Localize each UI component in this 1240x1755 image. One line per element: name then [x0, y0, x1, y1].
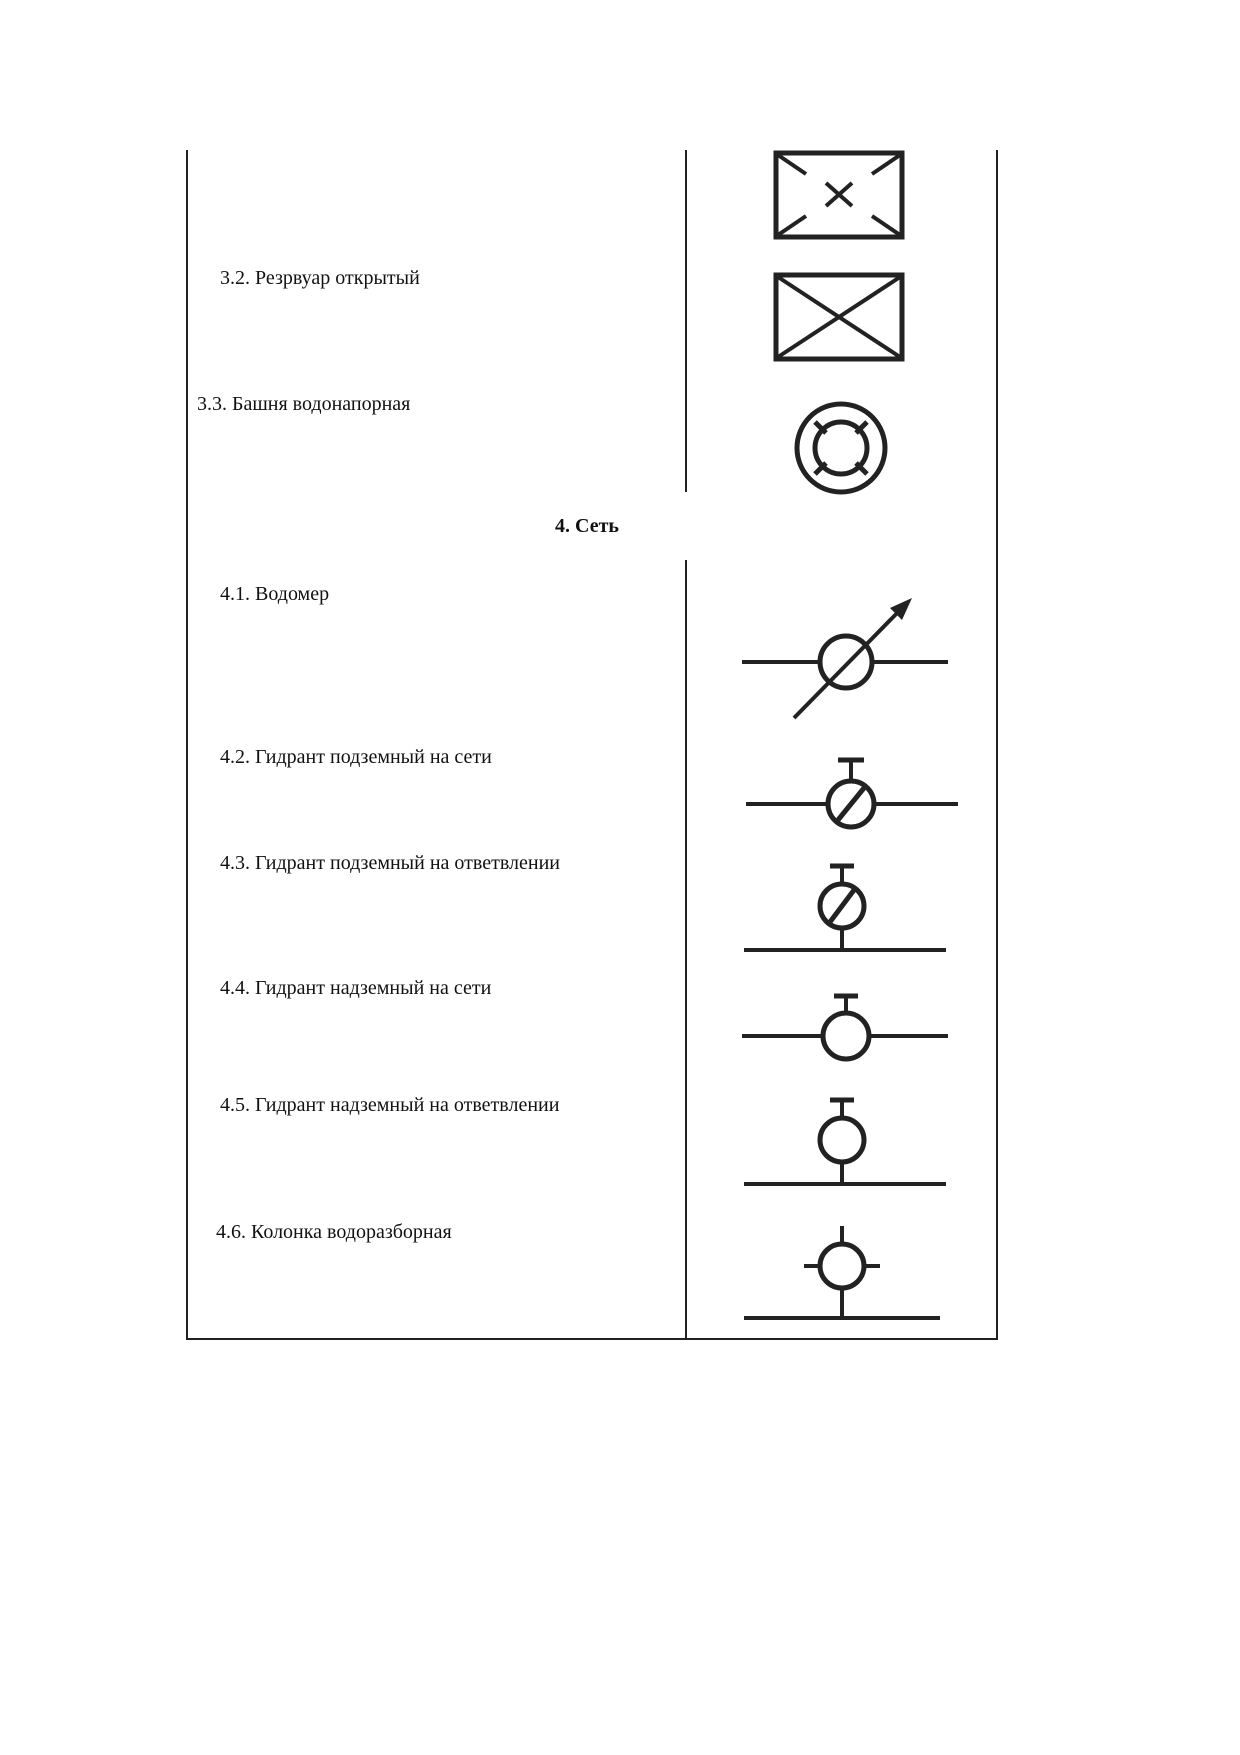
row-label-3-2: 3.2. Резрвуар открытый: [220, 267, 420, 289]
table-right-border: [996, 150, 998, 1340]
underground-hydrant-on-network-icon: [744, 752, 960, 832]
row-label-4-1: 4.1. Водомер: [220, 583, 330, 605]
table-column-divider-bottom: [685, 560, 687, 1340]
water-meter-icon: [740, 590, 950, 720]
water-tower-icon: [793, 400, 889, 496]
overground-hydrant-on-network-icon: [740, 990, 950, 1070]
overground-hydrant-on-branch-icon: [740, 1092, 950, 1188]
table-bottom-border: [186, 1338, 998, 1340]
open-reservoir-icon: [770, 270, 910, 366]
row-label-4-4: 4.4. Гидрант надземный на сети: [220, 977, 492, 999]
row-label-3-3: 3.3. Башня водонапорная: [197, 393, 411, 415]
table-column-divider-top: [685, 150, 687, 492]
underground-hydrant-on-branch-icon: [740, 858, 950, 954]
row-label-4-6: 4.6. Колонка водоразборная: [216, 1221, 452, 1243]
table-left-border: [186, 150, 188, 1340]
row-label-4-2: 4.2. Гидрант подземный на сети: [220, 746, 492, 768]
row-label-4-5: 4.5. Гидрант надземный на ответвлении: [220, 1094, 560, 1116]
row-label-4-3: 4.3. Гидрант подземный на ответвлении: [220, 852, 560, 874]
closed-reservoir-icon: [770, 148, 910, 244]
water-standpipe-icon: [740, 1216, 950, 1322]
section-heading-4: 4. Сеть: [555, 515, 619, 537]
